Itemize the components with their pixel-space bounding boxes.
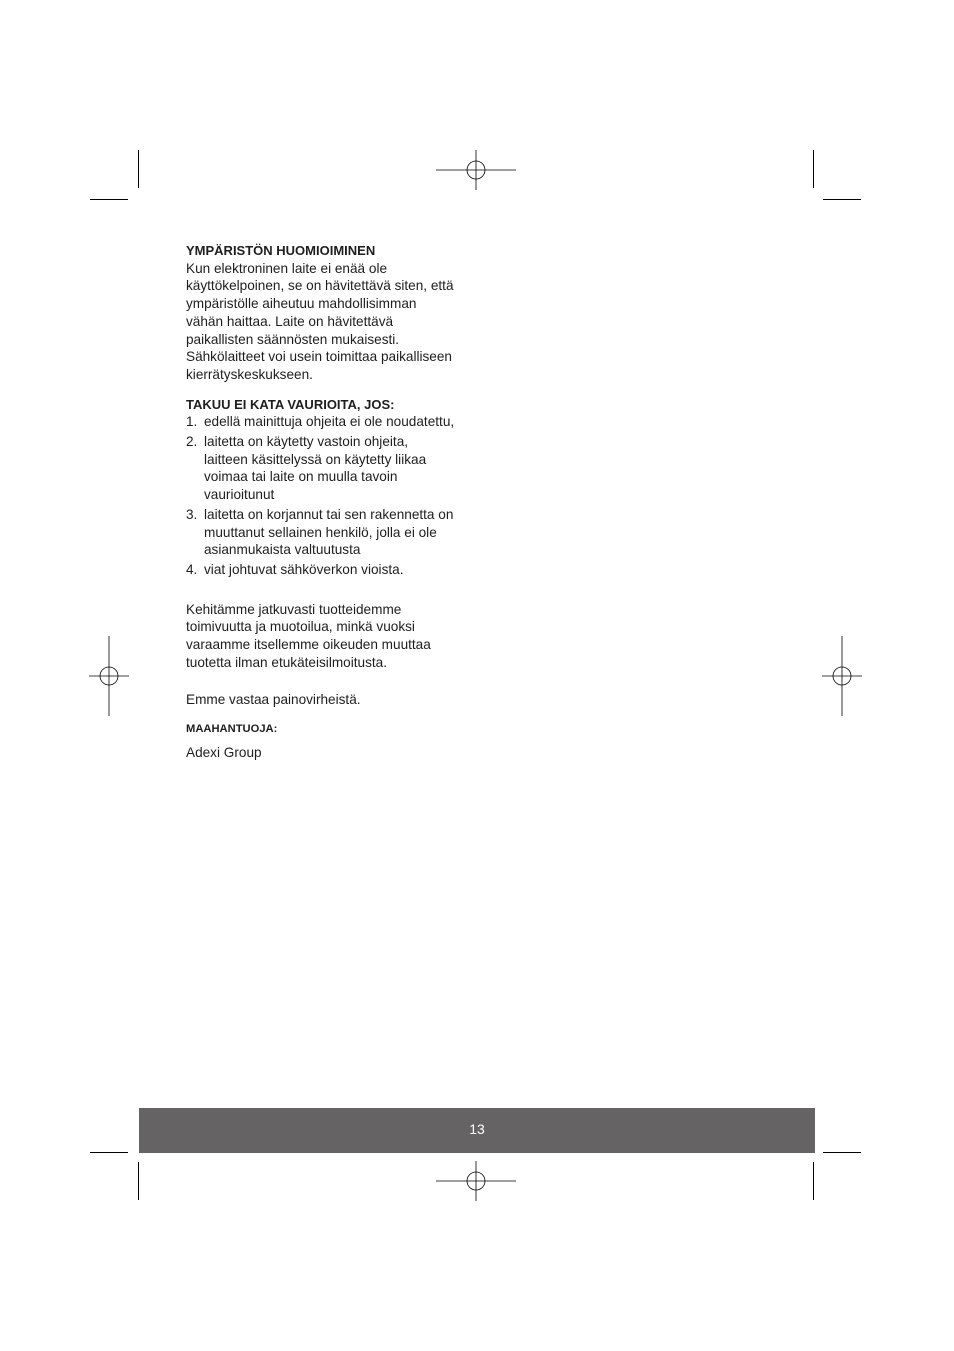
importer-name: Adexi Group xyxy=(186,744,262,760)
text-line: ympäristölle aiheutuu mahdollisimman xyxy=(186,296,417,312)
list-item xyxy=(186,433,476,504)
list-text: laitetta on käytetty vastoin ohjeita, xyxy=(204,434,409,450)
text-line: Kun elektroninen laite ei enää ole xyxy=(186,260,388,276)
text-line: paikallisten säännösten mukaisesti. xyxy=(186,331,400,347)
page-footer-bar xyxy=(139,1108,815,1153)
text-line: Sähkölaitteet voi usein toimittaa paikalliseen xyxy=(186,349,452,365)
list-text: vaurioitunut xyxy=(204,487,275,503)
list-text: voimaa tai laite on muulla tavoin xyxy=(204,469,398,485)
warranty-heading: TAKUU EI KATA VAURIOITA, JOS: xyxy=(186,396,395,412)
text-line: toimivuutta ja muotoilua, minkä vuoksi xyxy=(186,619,415,635)
list-text: muuttanut sellainen henkilö, jolla ei ole xyxy=(204,524,437,540)
environment-heading: YMPÄRISTÖN HUOMIOIMINEN xyxy=(186,243,376,258)
list-text: asianmukaista valtuutusta xyxy=(204,542,361,558)
registration-mark-icon xyxy=(822,636,862,716)
notice-paragraph xyxy=(186,601,476,672)
text-line: vähän haittaa. Laite on hävitettävä xyxy=(186,313,394,329)
text-line: tuotetta ilman etukäteisilmoitusta. xyxy=(186,654,387,670)
crop-mark xyxy=(823,1152,861,1153)
list-number: 1. xyxy=(186,414,198,430)
page-number: 13 xyxy=(469,1121,485,1137)
list-number: 2. xyxy=(186,434,198,450)
list-text: laitteen käsittelyssä on käytetty liikaa xyxy=(204,451,427,467)
crop-mark xyxy=(138,1162,139,1200)
list-item xyxy=(186,413,476,431)
list-item xyxy=(186,561,476,579)
crop-mark xyxy=(90,1152,128,1153)
registration-mark-icon xyxy=(436,1161,516,1201)
warranty-list xyxy=(186,413,476,578)
list-text: laitetta on korjannut tai sen rakennetta on xyxy=(204,506,454,522)
crop-mark xyxy=(813,1162,814,1200)
list-number: 4. xyxy=(186,561,198,577)
importer-heading: MAAHANTUOJA: xyxy=(186,723,278,736)
text-line: käyttökelpoinen, se on hävitettävä siten, että xyxy=(186,278,454,294)
page-content xyxy=(186,242,476,762)
crop-mark xyxy=(823,199,861,200)
disclaimer-text: Emme vastaa painovirheistä. xyxy=(186,692,361,708)
environment-paragraph xyxy=(186,260,476,384)
crop-mark xyxy=(138,150,139,188)
list-text: edellä mainittuja ohjeita ei ole noudatettu, xyxy=(204,414,455,430)
text-line: Kehitämme jatkuvasti tuotteidemme xyxy=(186,601,402,617)
crop-mark xyxy=(90,199,128,200)
list-text: viat johtuvat sähköverkon vioista. xyxy=(204,561,404,577)
text-line: kierrätyskeskukseen. xyxy=(186,366,313,382)
crop-mark xyxy=(813,150,814,188)
registration-mark-icon xyxy=(89,636,129,716)
list-item xyxy=(186,506,476,559)
text-line: varaamme itsellemme oikeuden muuttaa xyxy=(186,637,431,653)
registration-mark-icon xyxy=(436,150,516,190)
list-number: 3. xyxy=(186,506,198,522)
